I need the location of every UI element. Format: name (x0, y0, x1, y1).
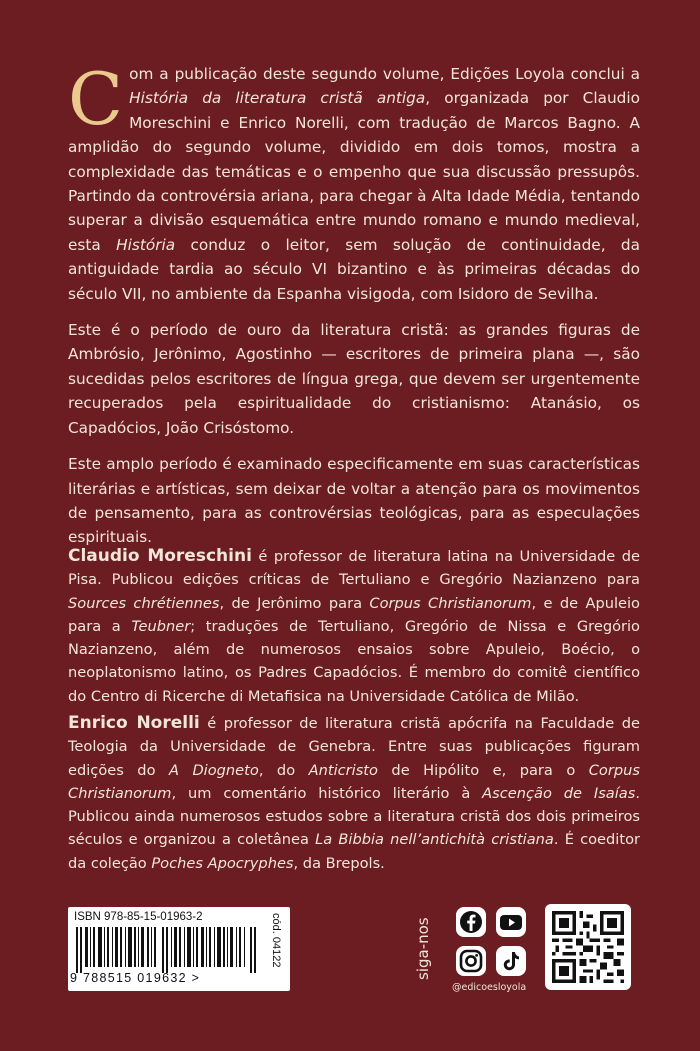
synopsis-paragraph-1: Com a publicação deste segundo volume, Edições Loyola conclui a História da literatura cristã antiga, organizada por Claudio Moreschini e Enrico Norelli, com tradução de Marcos Bagno. A amplidão do segundo volume, dividido em dois tomos, mostra a complexidade das temáticas e o empenho que sua discussão pressupôs. Partindo da controvérsia ariana, para chegar à Alta Idade Média, tentando superar a divisão esquemática entre mundo romano e mundo medieval, esta História conduz o leitor, sem solução de continuidade, da antiguidade tardia ao século VI bizantino e às primeiras décadas do século VII, no ambiente da Espanha visigoda, com Isidoro de Sevilha. (68, 57, 640, 303)
barcode (68, 907, 290, 991)
social-handle: @edicoesloyola (452, 982, 527, 993)
author-bio-norelli: Enrico Norelli é professor de literatura cristã apócrifa na Faculdade de Teologia da Universidade de Genebra. Entre suas publicações figuram edições do A Diogneto, do Anticristo de Hipólito e, para o Corpus Christianorum, um comentário histórico literário à Ascenção de Isaías. Publicou ainda numerosos estudos sobre a literatura cristã dos dois primeiros séculos e organizou a coletânea La Bibbia nell’antichità cristiana. É coeditor da coleção Poches Apocryphes, da Brepols. (68, 713, 640, 872)
author-name: Enrico Norelli (68, 713, 200, 733)
tiktok-icon[interactable] (496, 946, 526, 976)
youtube-icon[interactable] (496, 907, 526, 937)
barcode-digits: 9 788515 019632 > (70, 971, 201, 985)
follow-us-label: siga-nos (414, 917, 432, 981)
author-bio-moreschini: Claudio Moreschini é professor de literatura latina na Universidade de Pisa. Publicou edições críticas de Tertuliano e Gregório Nazianzeno para Sources chrétiennes, de Jerônimo para Corpus Christianorum, e de Apuleio para a Teubner; traduções de Tertuliano, Gregório de Nissa e Gregório Nazianzeno, além de numerosos ensaios sobre Apuleio, Boécio, o neoplatonismo latino, os Padres Capadócios. É membro do comitê científico do Centro di Ricerche di Metafisica na Universidade Católica de Milão. (68, 546, 640, 705)
facebook-icon[interactable] (456, 907, 486, 937)
barcode-bars (76, 927, 256, 973)
synopsis-paragraph-3: Este amplo período é examinado especificamente em suas características literárias e artísticas, sem deixar de voltar a atenção para os movimentos de pensamento, para as controvérsias teológicas, para as especulações espirituais. (68, 455, 640, 547)
instagram-icon[interactable] (456, 946, 486, 976)
product-code: cód. 04122 (270, 913, 282, 968)
isbn-label: ISBN 978-85-15-01963-2 (74, 911, 203, 923)
qr-code-icon[interactable] (545, 904, 631, 990)
synopsis (68, 57, 640, 562)
drop-cap: C (68, 57, 124, 141)
author-name: Claudio Moreschini (68, 546, 252, 566)
synopsis-paragraph-2: Este é o período de ouro da literatura cristã: as grandes figuras de Ambrósio, Jerônimo, Agostinho — escritores de primeira plana —, são sucedidas pelos escritores de língua grega, que devem ser urgentemente recuperados pela espiritualidade do cristianismo: Atanásio, os Capadócios, João Crisóstomo. (68, 321, 640, 437)
